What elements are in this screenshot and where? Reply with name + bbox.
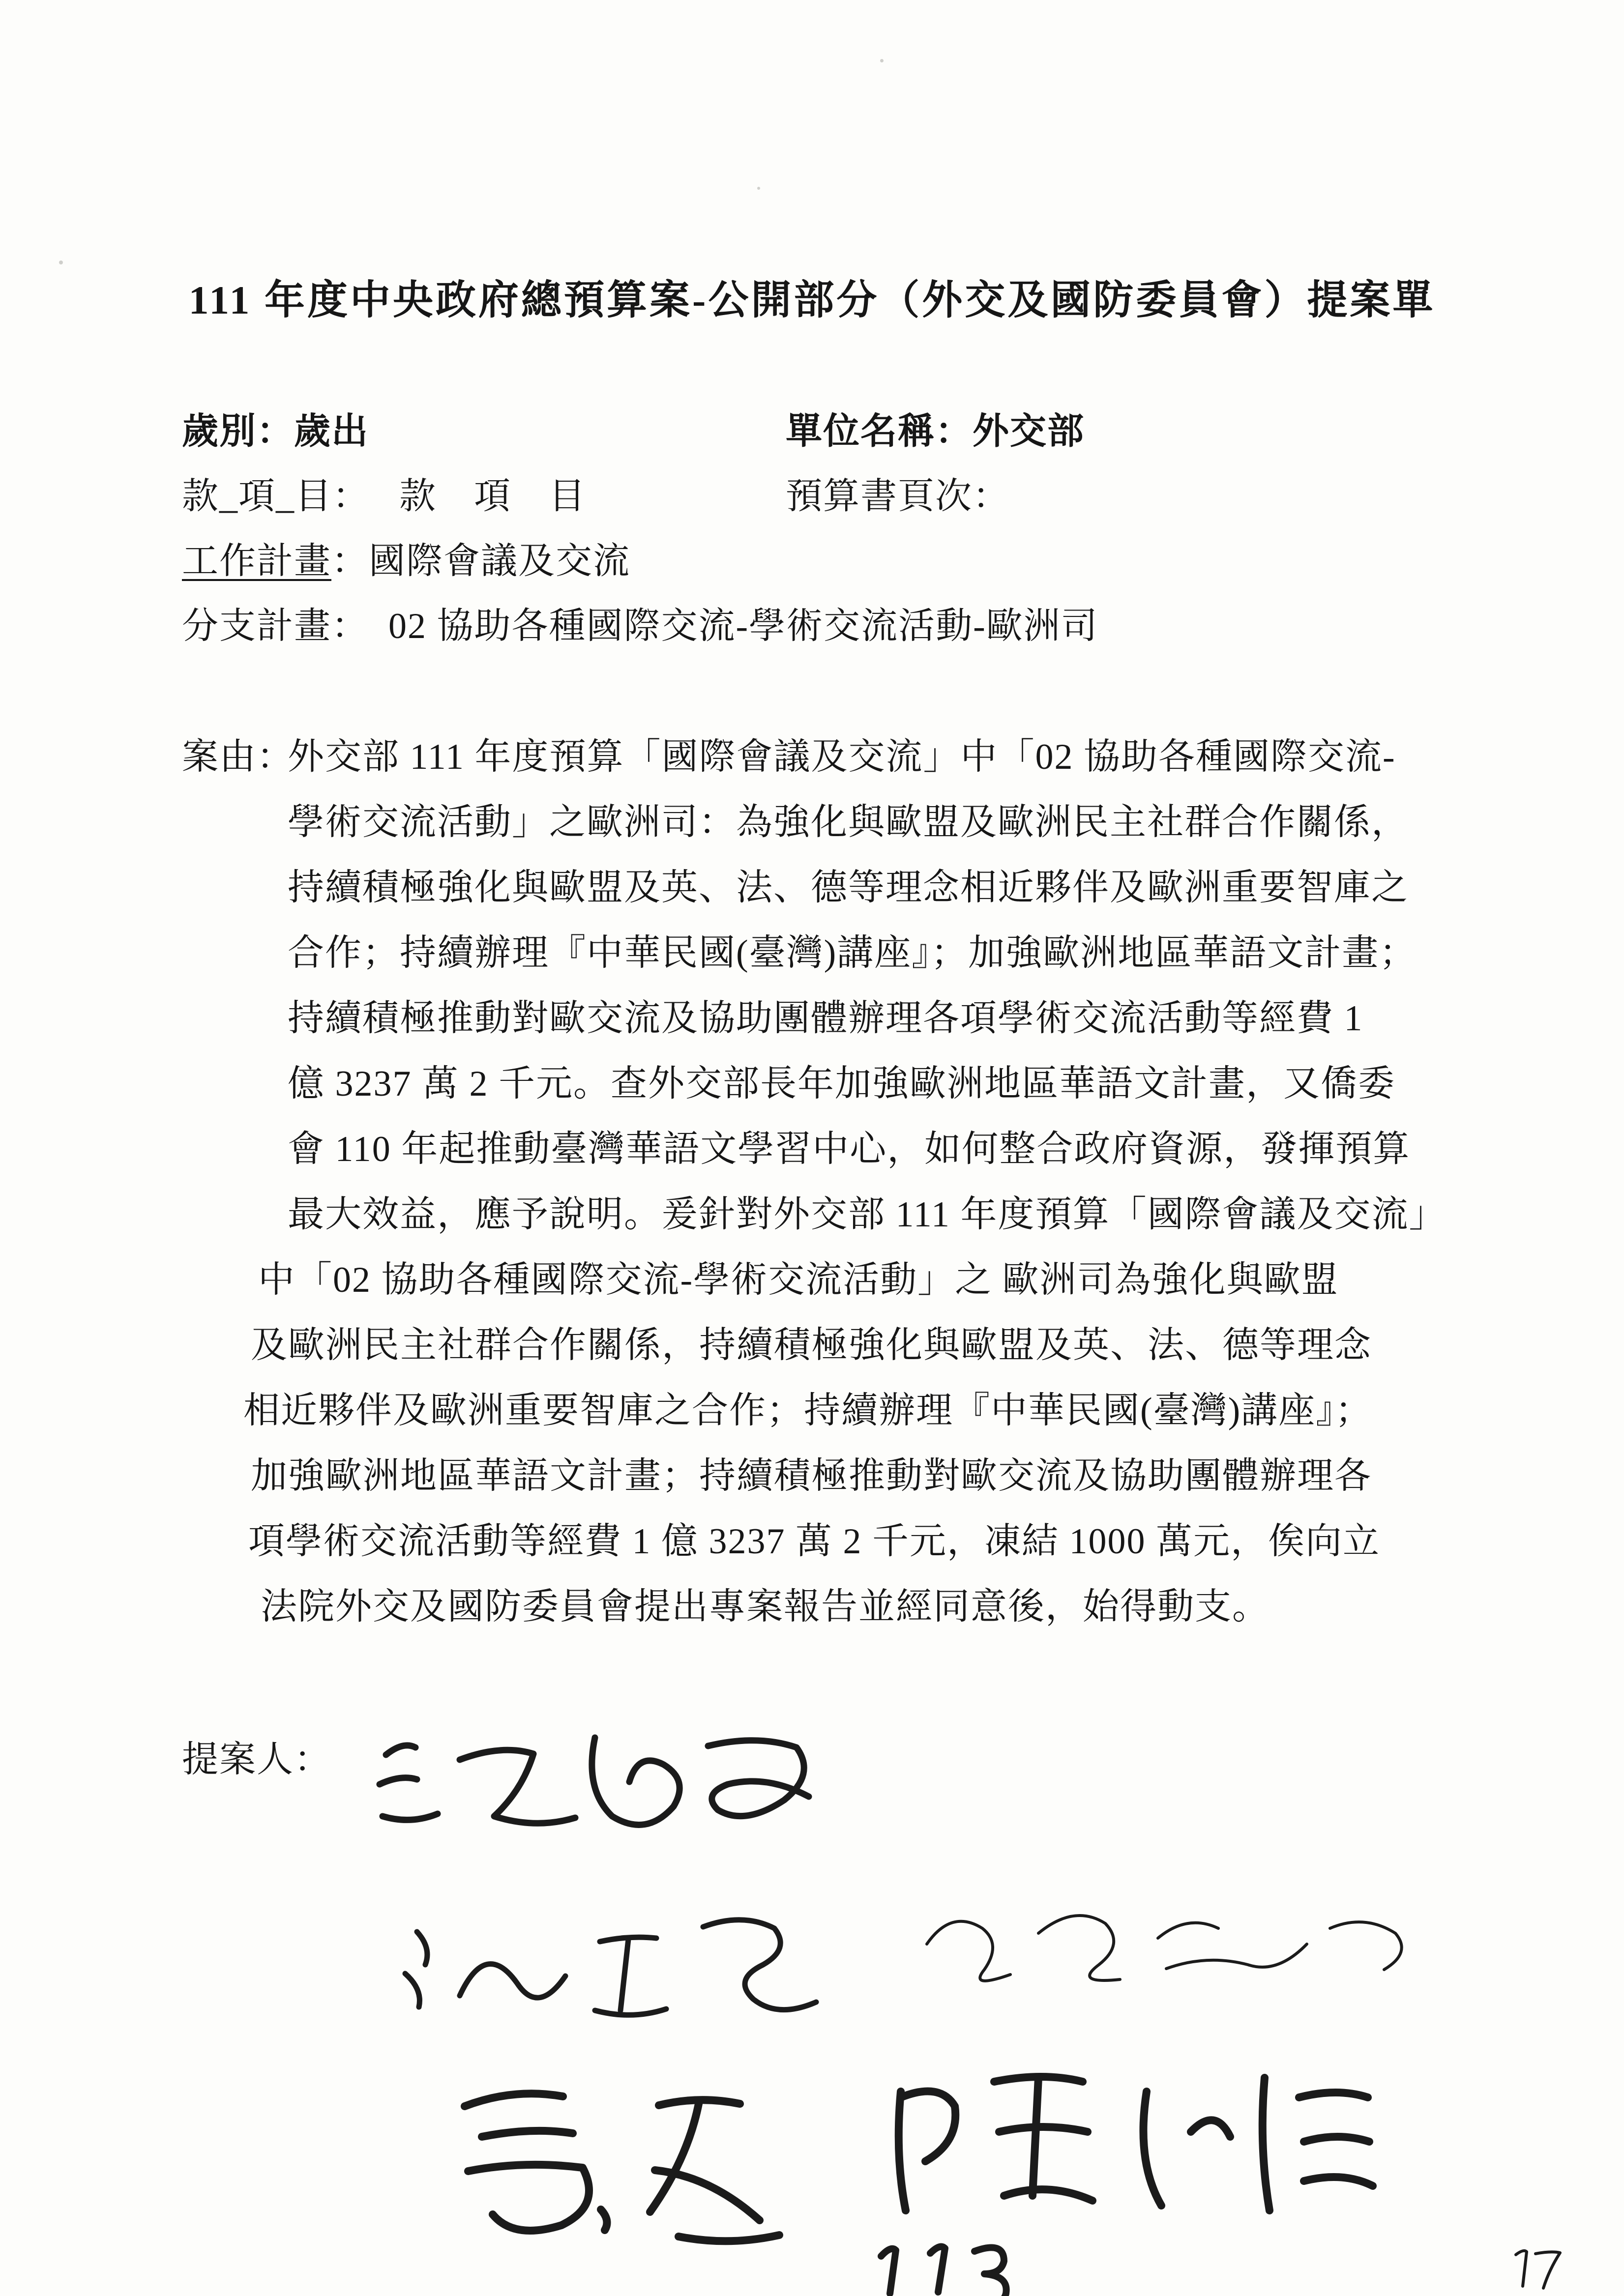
fiscal-value: 歲出 [294,411,369,452]
case-line: 及歐洲民主社群合作關係，持續積極強化與歐盟及英、法、德等理念 [251,1325,1372,1366]
case-label: 案由： [182,737,294,777]
fiscal-type-row [182,402,369,454]
case-line: 加強歐洲地區華語文計畫；持續積極推動對歐交流及協助團體辦理各 [251,1456,1372,1496]
signature-chen-yi-hsin [870,2033,1396,2249]
signature-liao-wan-ju [910,1870,1431,2008]
budget-page-row [786,467,1010,519]
unit-label: 單位名稱： [786,411,973,452]
case-line: 合作；持續辦理『中華民國(臺灣)講座』；加強歐洲地區華語文計畫； [288,933,1417,973]
signature-wen-yu-hsia [388,1885,846,2042]
case-line: 外交部 111 年度預算「國際會議及交流」中「02 協助各種國際交流- [288,737,1396,777]
sub-plan-value: 02 協助各種國際交流-學術交流活動-歐洲司 [388,606,1098,646]
scan-speck [880,59,884,62]
item-label: 款_項_目： [182,476,370,517]
case-line: 持續積極強化與歐盟及英、法、德等理念相近夥伴及歐洲重要智庫之 [288,868,1409,908]
fiscal-label: 歲別： [182,411,294,452]
work-plan-label: 工作計畫 [182,541,331,581]
item-value: 款 項 目 [399,476,586,517]
signature-jiang-chi-chen [364,1701,831,1863]
case-line: 會 110 年起推動臺灣華語文學習中心，如何整合政府資源，發揮預算 [288,1129,1411,1169]
case-line: 項學術交流活動等經費 1 億 3237 萬 2 千元，凍結 1000 萬元，俟向立 [248,1521,1380,1562]
case-line: 億 3237 萬 2 千元。查外交部長年加強歐洲地區華語文計畫，又僑委 [288,1064,1395,1104]
document-title: 111 年度中央政府總預算案-公開部分（外交及國防委員會）提案單 [188,278,1436,322]
unit-name-row [786,402,1085,454]
work-plan-value: 國際會議及交流 [369,541,630,581]
handwritten-page-number-17 [1502,2239,1566,2293]
case-line: 學術交流活動」之歐洲司：為強化與歐盟及歐洲民主社群合作關係， [288,802,1409,843]
work-plan-row [182,532,630,584]
sub-plan-row [182,597,1098,649]
scan-speck [59,261,63,264]
case-line: 最大效益，應予說明。爰針對外交部 111 年度預算「國際會議及交流」 [288,1194,1447,1235]
item-row [182,467,586,519]
proposer-label: 提案人： [182,1740,331,1780]
handwritten-number-113 [860,2236,1028,2296]
work-plan-sep: ： [331,541,369,581]
sub-plan-label: 分支計畫： [182,606,369,646]
signature-ma-wen-chun [423,2047,870,2264]
case-line: 中「02 協助各種國際交流-學術交流活動」之 歐洲司為強化與歐盟 [258,1260,1339,1300]
scan-speck [757,187,760,190]
unit-value: 外交部 [973,411,1085,452]
case-line: 法院外交及國防委員會提出專案報告並經同意後，始得動支。 [261,1587,1270,1627]
case-line: 持續積極推動對歐交流及協助團體辦理各項學術交流活動等經費 1 [288,998,1363,1039]
case-line: 相近夥伴及歐洲重要智庫之合作；持續辦理『中華民國(臺灣)講座』； [243,1391,1373,1431]
budget-page-label: 預算書頁次： [786,476,1010,517]
